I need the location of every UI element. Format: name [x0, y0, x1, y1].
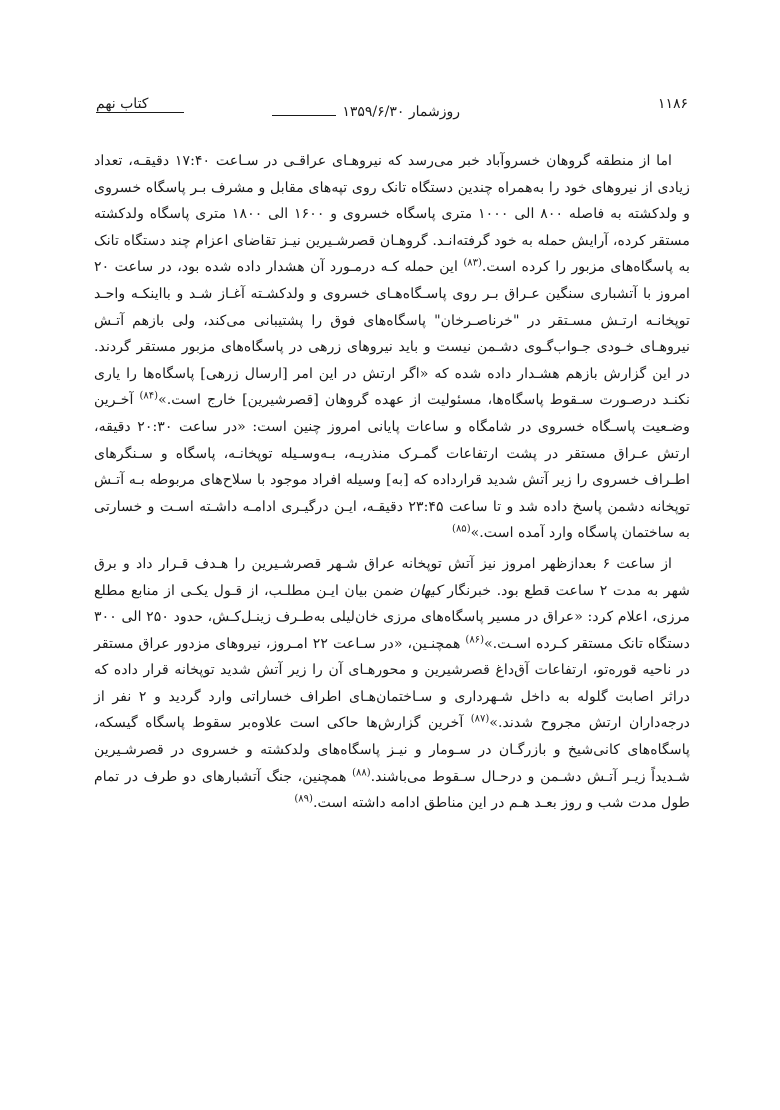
header-rule-left — [96, 112, 184, 113]
body-text — [94, 148, 690, 821]
book-title: کتاب نهم — [96, 96, 149, 112]
footnote-ref: (۸۵) — [452, 523, 471, 535]
paragraph-1 — [94, 148, 690, 547]
text-run: ضمن بیان ایـن مطلـب، از قـول یکـی از منابع مطلع مرزی، اعلام کرد: «عراق در مسیر پاسگاه‌های مرزی خان‌لیلی به‌طـرف زینـل‌کـش، حدود ۲۵۰ الی ۳۰۰ دستگاه تانک مستقر کـرده اسـت.» — [94, 582, 690, 652]
footnote-ref: (۸۹) — [294, 793, 313, 805]
text-run: همچنـین، «در سـاعت ۲۲ امـروز، نیروهای مزدور عراق مستقر در ناحیه قوره‌تو، ارتفاعات آق‌داغ قصرشیرین و محورهـای آن را زیر آتش شدید توپخانه قرار داده که دراثر اصابت گلوله به داخل شـهرداری و سـاختمان‌هـای اطراف خساراتی وارد گردید و ۲ نفر از درجه‌داران ارتش مجروح شدند.» — [94, 635, 690, 732]
date-label: روزشمار ۱۳۵۹/۶/۳۰ — [342, 104, 460, 120]
running-header-date — [272, 104, 460, 120]
footnote-ref: (۸۳) — [463, 257, 482, 269]
text-run: آخرین گزارش‌ها حاکی است علاوه‌بر سقوط پاسگاه گیسکه، پاسگاه‌های کانی‌شیخ و بازرگـان در سـومار و نیـز پاسگاه‌های ولدکشته و خسروی در قصرشـیرین شـدیداً زیـر آتـش دشـمن و درحـال سـقوط می‌باشند. — [94, 715, 690, 785]
footnote-ref: (۸۶) — [465, 633, 484, 645]
paragraph-2 — [94, 551, 690, 817]
text-run: این حمله کـه درمـورد آن هشدار داده شده بود، در ساعت ۲۰ امروز با آتشباری سنگین عـراق بـر روی پاسـگاه‌هـای خسروی و ولدکشـته آغـاز شـد و بااینکـه واحـد توپخانـه ارتـش مسـتقر در "خرناصـرخان" پاسگاه‌های فوق را پشتیبانی می‌کند، ولی بازهم آتـش نیروهـای خـودی جـواب‌گـوی دشـمن نیست و باید نیروهای زرهی در پاسگاه‌های مزبور مستقر گردند. در این گزارش بازهم هشـدار داده شده که «اگر ارتش در این امر [ارسال زرهی] پاسگاه‌ها را یاری نکنـد درصـورت سـقوط پاسگاه‌ها، مسئولیت از عهده گروهان [قصرشیرین] خارج است.» — [94, 259, 690, 409]
footnote-ref: (۸۴) — [139, 390, 159, 402]
text-run: آخـرین وضـعیت پاسـگاه خسروی در شامگاه و ساعات پایانی امروز چنین است: «در ساعت ۲۰:۳۰ دقیقه، ارتش عـراق مستقر در پشت ارتفاعات گمـرک منذریـه، بـه‌وسـیله توپخانـه، پاسگاه و سـنگرهای اطـراف خسروی را زیر آتش شدید قرارداده که [به] وسیله افراد موجود با سلاح‌های مربوطه بـه آتـش توپخانه دشمن پاسخ داده شد و تا ساعت ۲۳:۴۵ دقیقـه، ایـن درگیـری ادامـه داشـته اسـت و خسارتی به ساختمان پاسگاه وارد آمده است.» — [94, 392, 690, 542]
newspaper-name: کیهان — [409, 582, 442, 599]
text-run: اما از منطقه گروهان خسروآباد خبر می‌رسد که نیروهـای عراقـی در سـاعت ۱۷:۴۰ دقیقـه، تعداد زیادی از نیروهای خود را به‌همراه چندین دستگاه تانک روی تپه‌های مقابل و مشرف بـر پاسگاه خسروی و ولدکشته به فاصله ۸۰۰ الی ۱۰۰۰ متری پاسگاه خسروی و ۱۶۰۰ الی ۱۸۰۰ متری پاسگاه ولدکشته مستقر کرده، آرایش حمله به خود گرفته‌انـد. گروهـان قصرشـیرین نیـز تقاضای اعزام چند دستگاه تانک به پاسگاه‌های مزبور را کرده است. — [94, 153, 691, 276]
text-run: از ساعت ۶ بعدازظهر امروز نیز آتش توپخانه عراق شـهر قصرشـیرین را هـدف قـرار داد و برق شهر به مدت ۲ ساعت قطع بود. خبرنگار — [94, 555, 691, 599]
page-header — [96, 96, 688, 122]
header-rule — [272, 115, 336, 116]
footnote-ref: (۸۷) — [470, 713, 490, 725]
footnote-ref: (۸۸) — [352, 766, 371, 778]
page-number: ۱۱۸۶ — [657, 96, 688, 112]
text-run: همچنین، جنگ آتشبارهای دو طرف در تمام طول مدت شب و روز بعـد هـم در این مناطق ادامه داشته است. — [94, 768, 690, 812]
